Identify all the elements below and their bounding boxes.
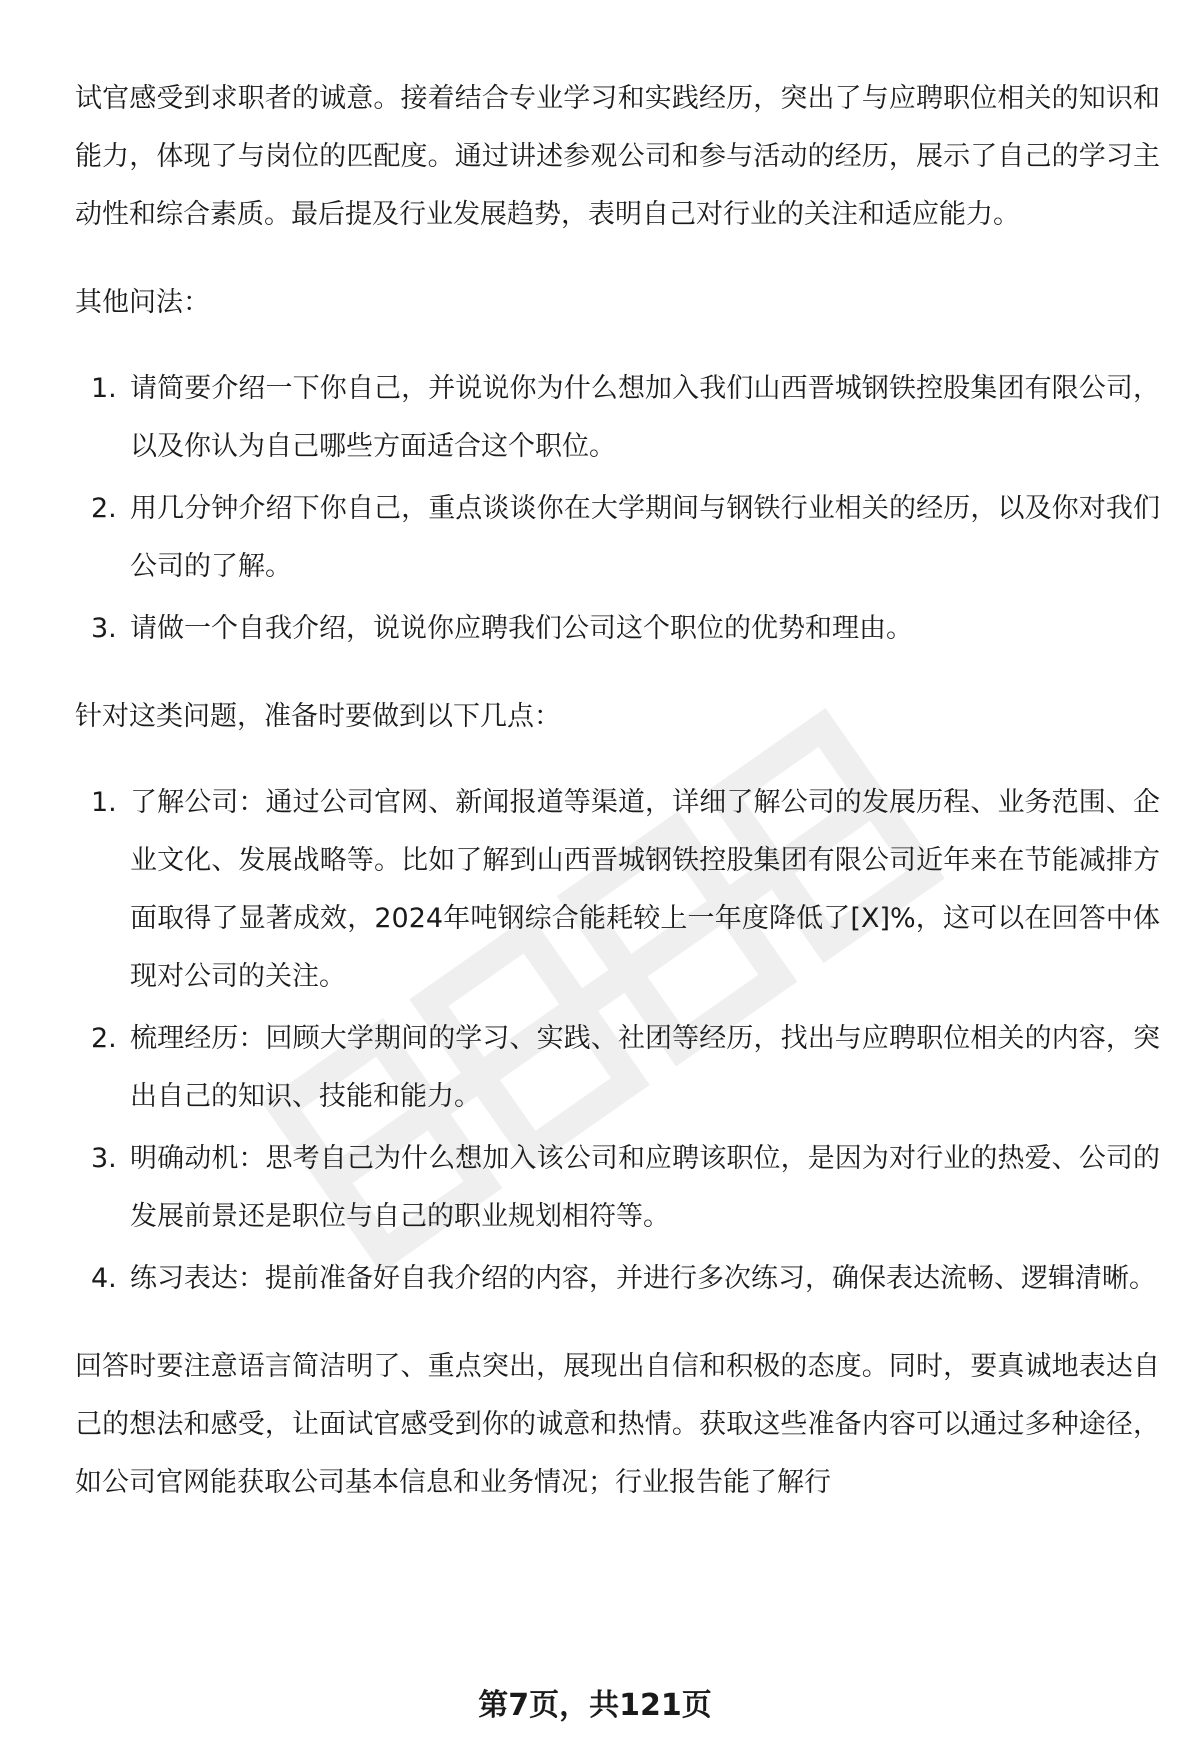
list-item-number: 2.: [91, 493, 117, 524]
list-item-number: 4.: [91, 1263, 117, 1294]
list-item: [75, 774, 1160, 1006]
list-item-text: 练习表达：提前准备好自我介绍的内容，并进行多次练习，确保表达流畅、逻辑清晰。: [130, 1263, 1156, 1294]
list-item-number: 3.: [91, 1143, 117, 1174]
document-page: [75, 70, 1160, 1512]
closing-paragraph: 回答时要注意语言简洁明了、重点突出，展现出自信和积极的态度。同时，要真诚地表达自己的想法和感受，让面试官感受到你的诚意和热情。获取这些准备内容可以通过多种途径，如公司官网能获取公司基本信息和业务情况；行业报告能了解行: [75, 1351, 1160, 1498]
list-item-number: 3.: [91, 613, 117, 644]
list-item-number: 1.: [91, 373, 117, 404]
list-item: [75, 1130, 1160, 1246]
list-item-text: 了解公司：通过公司官网、新闻报道等渠道，详细了解公司的发展历程、业务范围、企业文化、发展战略等。比如了解到山西晋城钢铁控股集团有限公司近年来在节能减排方面取得了显著成效，2024年吨钢综合能耗较上一年度降低了[X]%，这可以在回答中体现对公司的关注。: [130, 787, 1160, 992]
list-item-number: 1.: [91, 787, 117, 818]
list-item: [75, 480, 1160, 596]
other-questions-list: [75, 360, 1160, 658]
other-questions-heading: 其他问法：: [75, 287, 210, 318]
preparation-heading: 针对这类问题，准备时要做到以下几点：: [75, 701, 561, 732]
list-item-text: 梳理经历：回顾大学期间的学习、实践、社团等经历，找出与应聘职位相关的内容，突出自己的知识、技能和能力。: [130, 1023, 1160, 1112]
list-item-number: 2.: [91, 1023, 117, 1054]
list-item-text: 请做一个自我介绍，说说你应聘我们公司这个职位的优势和理由。: [130, 613, 913, 644]
list-item-text: 用几分钟介绍下你自己，重点谈谈你在大学期间与钢铁行业相关的经历，以及你对我们公司的了解。: [130, 493, 1160, 582]
list-item-text: 明确动机：思考自己为什么想加入该公司和应聘该职位，是因为对行业的热爱、公司的发展前景还是职位与自己的职业规划相符等。: [130, 1143, 1160, 1232]
list-item: [75, 360, 1160, 476]
list-item: [75, 1010, 1160, 1126]
preparation-list: [75, 774, 1160, 1308]
list-item: [75, 1250, 1160, 1308]
intro-paragraph: 试官感受到求职者的诚意。接着结合专业学习和实践经历，突出了与应聘职位相关的知识和能力，体现了与岗位的匹配度。通过讲述参观公司和参与活动的经历，展示了自己的学习主动性和综合素质。最后提及行业发展趋势，表明自己对行业的关注和适应能力。: [75, 83, 1160, 230]
list-item: [75, 600, 1160, 658]
list-item-text: 请简要介绍一下你自己，并说说你为什么想加入我们山西晋城钢铁控股集团有限公司，以及你认为自己哪些方面适合这个职位。: [130, 373, 1160, 462]
page-footer: 第7页，共121页: [478, 1688, 712, 1723]
